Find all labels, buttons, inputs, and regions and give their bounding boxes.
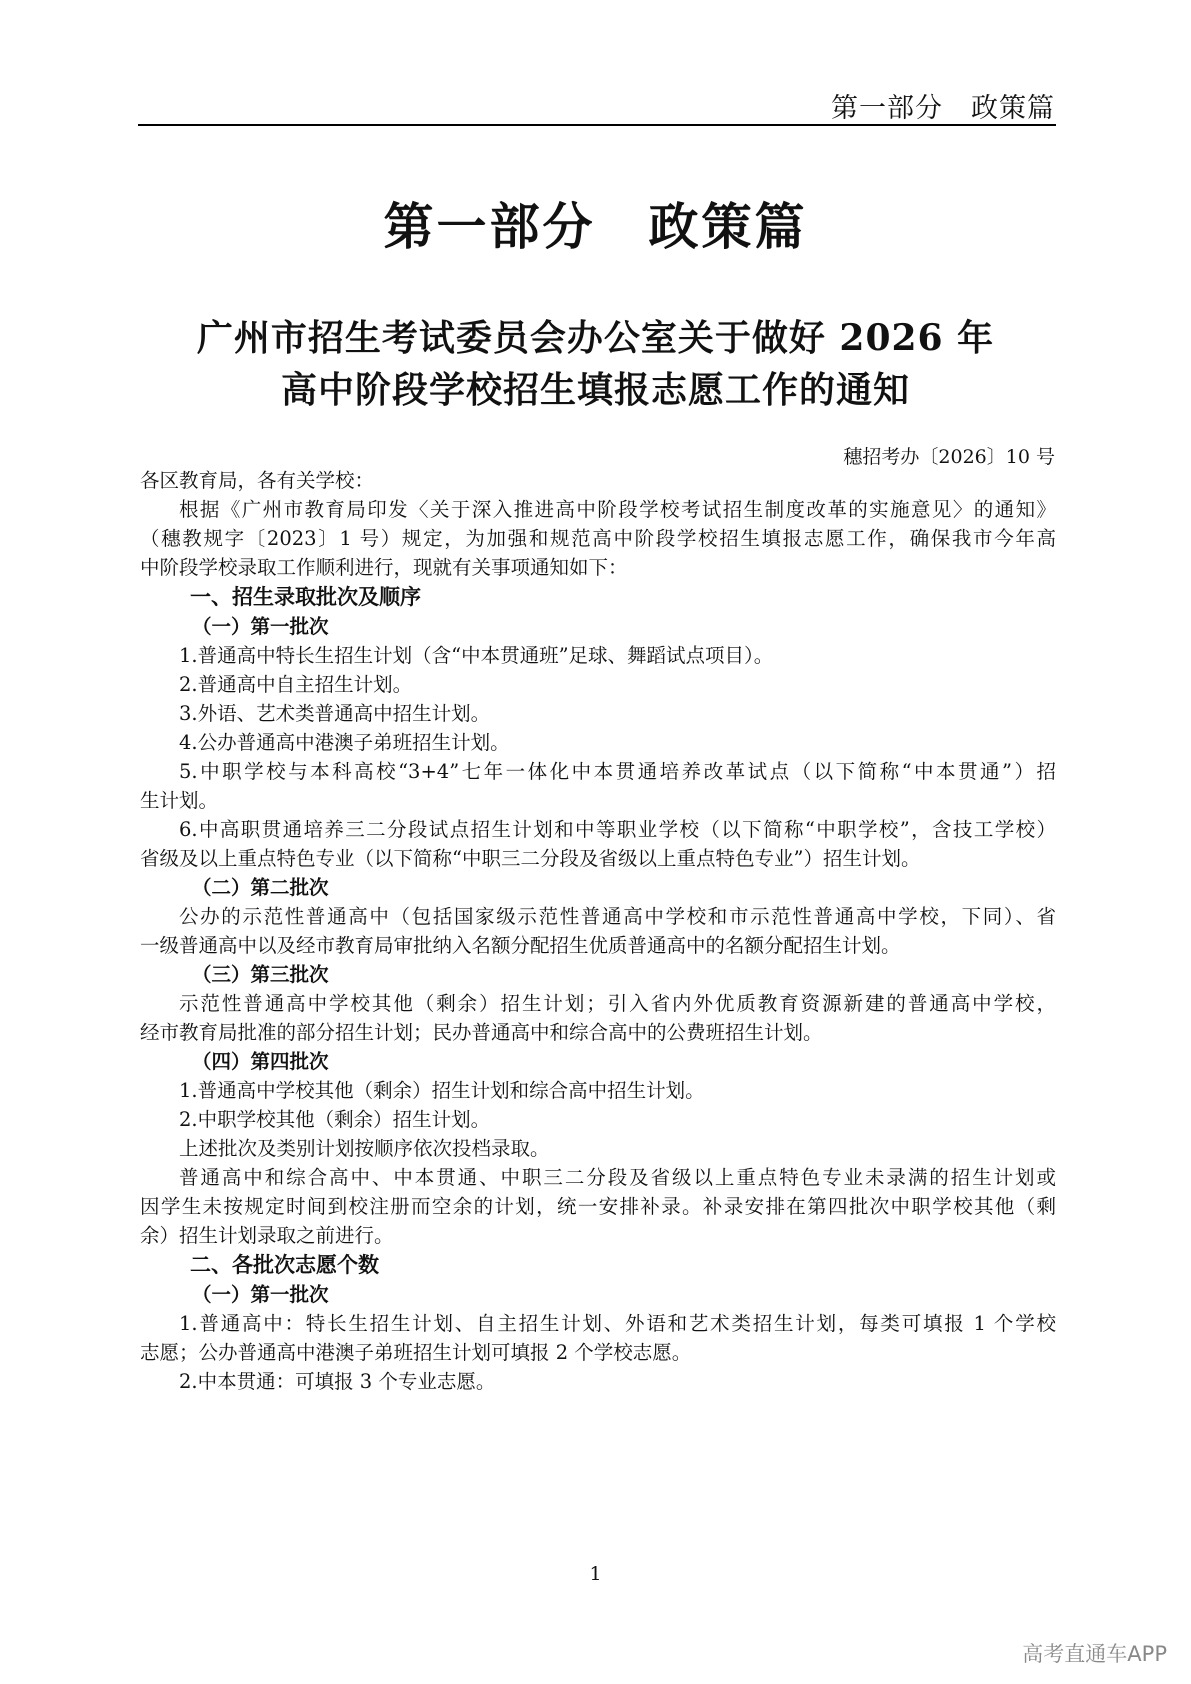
s1-b3-line-1: 示范性普通高中学校其他（剩余）招生计划；引入省内外优质教育资源新建的普通高中学校， <box>179 992 1056 1015</box>
s1-supplement-line-2: 因学生未按规定时间到校注册而空余的计划，统一安排补录。补录安排在第四批次中职学校其他（剩 <box>140 1195 1056 1218</box>
intro-line-2: （穗教规字〔2023〕1 号）规定，为加强和规范高中阶段学校招生填报志愿工作，确保我市今年高 <box>140 527 1056 550</box>
intro-line-1: 根据《广州市教育局印发〈关于深入推进高中阶段学校考试招生制度改革的实施意见〉的通知》 <box>179 498 1056 521</box>
header-rule <box>138 124 1056 126</box>
s2-b1-item-2: 2.中本贯通：可填报 3 个专业志愿。 <box>179 1370 496 1393</box>
s1-b1-item-1: 1.普通高中特长生招生计划（含“中本贯通班”足球、舞蹈试点项目）。 <box>179 644 774 667</box>
s2-b1-item-1-line-2: 志愿；公办普通高中港澳子弟班招生计划可填报 2 个学校志愿。 <box>140 1341 692 1364</box>
s1-b2-line-2: 一级普通高中以及经市教育局审批纳入名额分配招生优质普通高中的名额分配招生计划。 <box>140 934 901 957</box>
s1-b4-item-2: 2.中职学校其他（剩余）招生计划。 <box>179 1108 491 1131</box>
s1-b2-line-1: 公办的示范性普通高中（包括国家级示范性普通高中学校和市示范性普通高中学校，下同）、省 <box>179 905 1056 928</box>
s1-b1-item-2: 2.普通高中自主招生计划。 <box>179 673 413 696</box>
section-2-heading: 二、各批次志愿个数 <box>190 1253 379 1277</box>
running-header: 第一部分 政策篇 <box>831 93 1055 124</box>
part-title: 第一部分 政策篇 <box>383 197 808 256</box>
s1-b1-item-3: 3.外语、艺术类普通高中招生计划。 <box>179 702 491 725</box>
s1-b4-item-1: 1.普通高中学校其他（剩余）招生计划和综合高中招生计划。 <box>179 1079 705 1102</box>
s1-b1-item-6-line-1: 6.中高职贯通培养三二分段试点招生计划和中等职业学校（以下简称“中职学校”，含技工学校） <box>179 818 1056 841</box>
s1-order-note: 上述批次及类别计划按顺序依次投档录取。 <box>179 1137 550 1160</box>
s1-b1-item-5-line-2: 生计划。 <box>140 789 219 812</box>
document-number: 穗招考办〔2026〕10 号 <box>843 446 1055 468</box>
s2-b1-item-1-line-1: 1.普通高中：特长生招生计划、自主招生计划、外语和艺术类招生计划，每类可填报 1 个学校 <box>179 1312 1056 1335</box>
page-number: 1 <box>589 1563 602 1585</box>
section-1-batch-3-heading: （三）第三批次 <box>192 963 329 986</box>
watermark: 高考直通车APP <box>1022 1642 1167 1666</box>
section-1-heading: 一、招生录取批次及顺序 <box>190 585 421 609</box>
s1-b1-item-4: 4.公办普通高中港澳子弟班招生计划。 <box>179 731 510 754</box>
s1-b3-line-2: 经市教育局批准的部分招生计划；民办普通高中和综合高中的公费班招生计划。 <box>140 1021 823 1044</box>
section-1-batch-1-heading: （一）第一批次 <box>192 615 329 638</box>
section-2-batch-1-heading: （一）第一批次 <box>192 1283 329 1306</box>
s1-supplement-line-3: 余）招生计划录取之前进行。 <box>140 1224 394 1247</box>
notice-title-line-2: 高中阶段学校招生填报志愿工作的通知 <box>280 369 910 411</box>
s1-supplement-line-1: 普通高中和综合高中、中本贯通、中职三二分段及省级以上重点特色专业未录满的招生计划或 <box>179 1166 1056 1189</box>
s1-b1-item-6-line-2: 省级及以上重点特色专业（以下简称“中职三二分段及省级以上重点特色专业”）招生计划。 <box>140 847 921 870</box>
notice-title-line-1: 广州市招生考试委员会办公室关于做好 2026 年 <box>196 317 995 359</box>
section-1-batch-2-heading: （二）第二批次 <box>192 876 329 899</box>
section-1-batch-4-heading: （四）第四批次 <box>192 1050 329 1073</box>
salutation: 各区教育局，各有关学校： <box>140 469 375 492</box>
intro-line-3: 中阶段学校录取工作顺利进行，现就有关事项通知如下： <box>140 556 628 579</box>
s1-b1-item-5-line-1: 5.中职学校与本科高校“3+4”七年一体化中本贯通培养改革试点（以下简称“中本贯通”）招 <box>179 760 1056 783</box>
